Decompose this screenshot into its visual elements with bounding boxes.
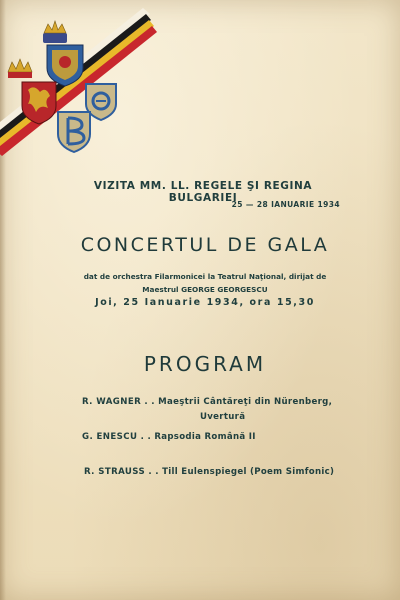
visit-heading: VIZITA MM. LL. REGELE ŞI REGINA BULGARIEI bbox=[93, 180, 313, 204]
concert-description bbox=[50, 270, 360, 296]
concert-title: CONCERTUL DE GALA bbox=[80, 234, 330, 256]
concert-conductor-line: Maestrul GEORGE GEORGESCU bbox=[142, 285, 268, 294]
program-work: Till Eulenspiegel (Poem Simfonic) bbox=[162, 467, 335, 477]
visit-dates: 25 — 28 IANUARIE 1934 bbox=[231, 200, 340, 209]
program-composer: R. WAGNER bbox=[82, 397, 142, 407]
monogram-shield-lower-icon bbox=[58, 112, 90, 152]
program-item bbox=[82, 397, 332, 407]
royal-coats-of-arms-icon bbox=[0, 0, 160, 175]
program-item bbox=[84, 467, 334, 477]
concert-orchestra-line: dat de orchestra Filarmonicei la Teatrul Naţional, dirijat de bbox=[83, 272, 327, 281]
program-work-continuation: Uvertură bbox=[200, 412, 246, 422]
program-composer: G. ENESCU bbox=[82, 432, 138, 442]
program-separator: . . bbox=[137, 432, 155, 442]
program-separator: . . bbox=[141, 397, 159, 407]
crowned-shield-upper-icon bbox=[43, 21, 83, 86]
program-work: Maeştrii Cântăreţi din Nürenberg, bbox=[158, 397, 333, 407]
program-work: Rapsodia Română II bbox=[154, 432, 256, 442]
program-item bbox=[82, 432, 256, 442]
program-composer: R. STRAUSS bbox=[84, 467, 146, 477]
concert-datetime: Joi, 25 Ianuarie 1934, ora 15,30 bbox=[95, 297, 315, 308]
program-separator: . . bbox=[145, 467, 163, 477]
program-heading: PROGRAM bbox=[143, 352, 267, 376]
